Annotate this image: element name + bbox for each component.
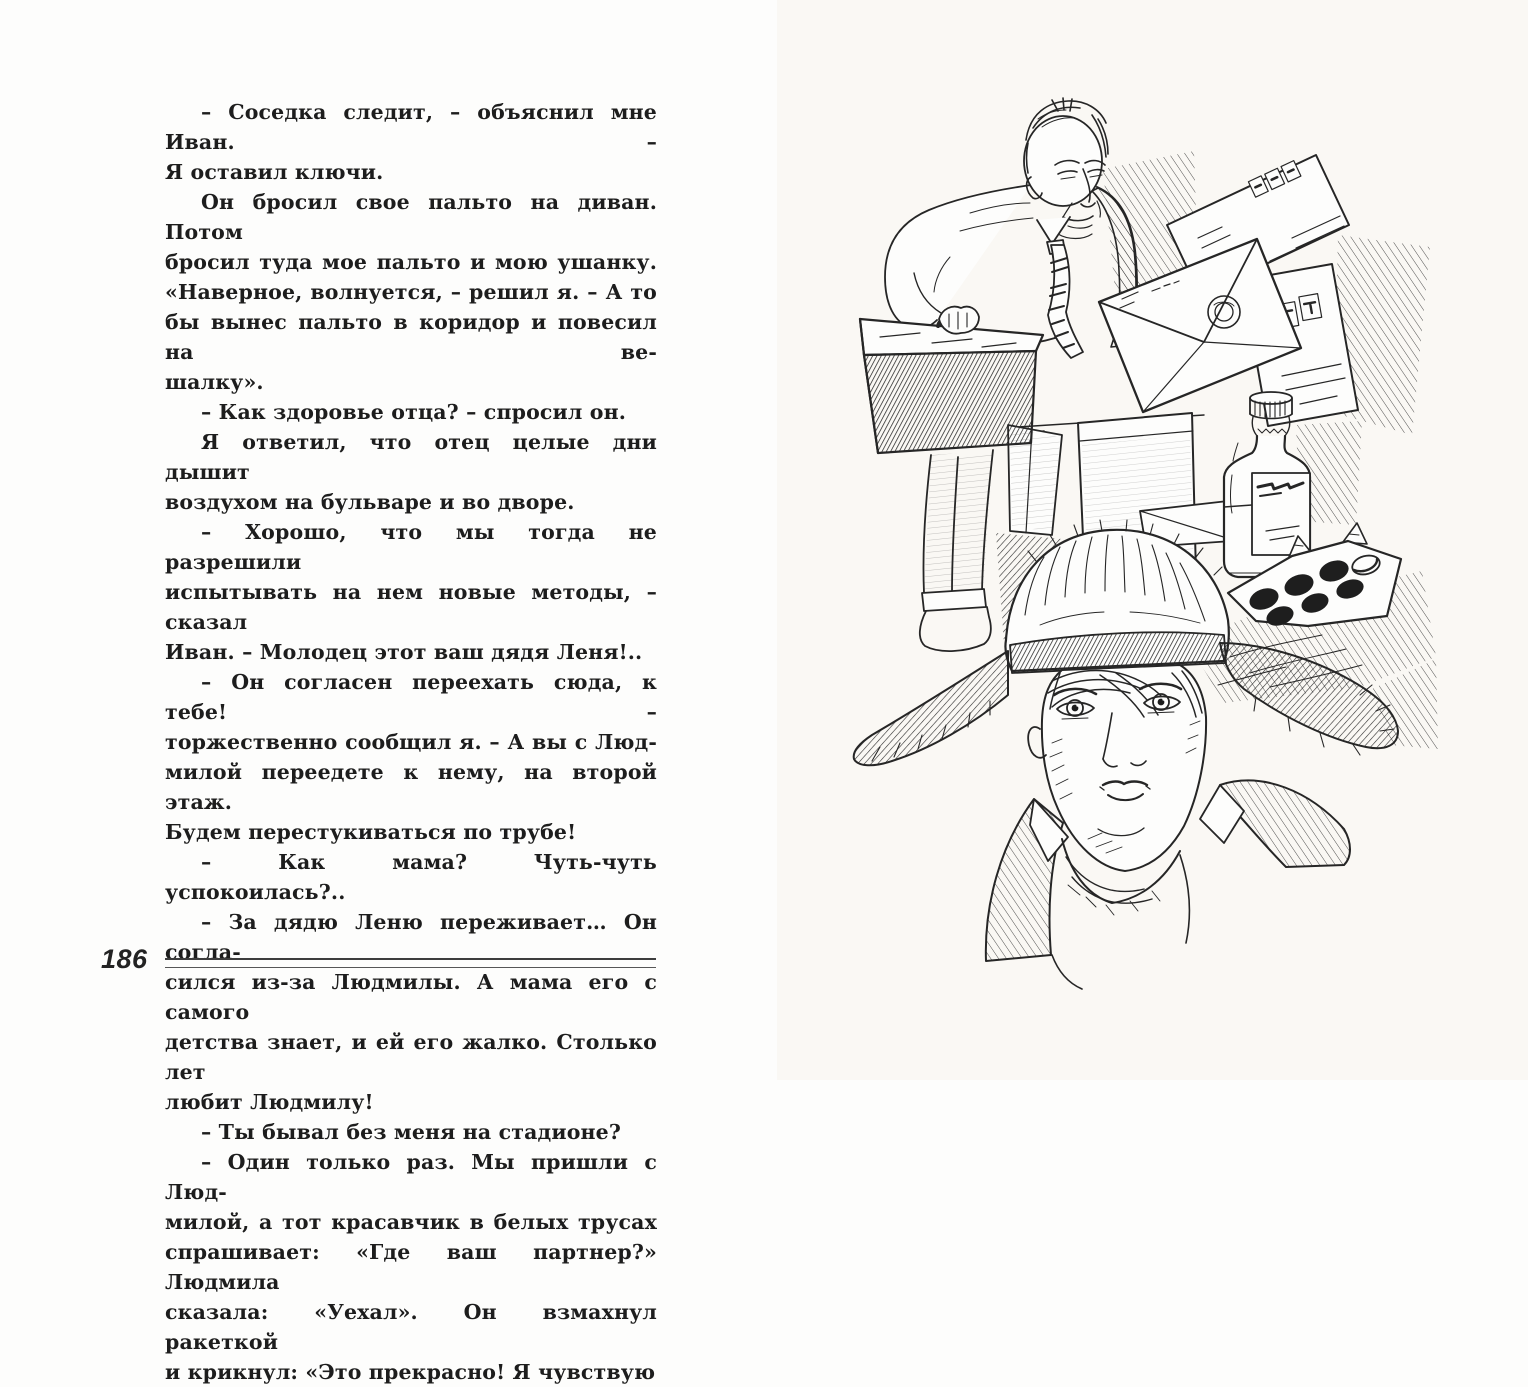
paragraph: [165, 397, 657, 427]
text-line: Я оставил ключи.: [165, 160, 384, 184]
paragraph: [165, 97, 657, 187]
text-line: – Как здоровье отца? – спросил он.: [201, 400, 627, 424]
text-line: спрашивает: «Где ваш партнер?» Людмила: [165, 1240, 657, 1294]
footer-rule: [165, 958, 656, 968]
text-line: милой, а тот красавчик в белых трусах: [165, 1210, 657, 1234]
text-line: милой переедете к нему, на второй этаж.: [165, 760, 657, 814]
suitcase: [860, 316, 1043, 453]
man-hand: [939, 307, 979, 334]
man-head: [1024, 98, 1108, 244]
paragraph: [165, 517, 657, 667]
shoe: [920, 607, 991, 651]
text-line: любит Людмилу!: [165, 1090, 374, 1114]
paragraph: [165, 907, 657, 1117]
story-text: [165, 97, 657, 1387]
text-line: – Ты бывал без меня на стадионе?: [201, 1120, 622, 1144]
man-tie: [1047, 240, 1083, 358]
text-line: воздухом на бульваре и во дворе.: [165, 490, 575, 514]
text-line: Я ответил, что отец целые дни дышит: [165, 430, 657, 484]
hat-flap-left: [854, 651, 1008, 765]
paragraph: [165, 427, 657, 517]
text-line: Будем перестукиваться по трубе!: [165, 820, 577, 844]
text-line: торжественно сообщил я. – А вы с Люд-: [165, 730, 657, 754]
text-line: – Он согласен переехать сюда, к тебе! –: [165, 670, 657, 724]
text-line: Он бросил свое пальто на диван. Потом: [165, 190, 657, 244]
text-line: – Соседка следит, – объяснил мне Иван. –: [165, 100, 657, 154]
text-line: – Один только раз. Мы пришли с Люд-: [165, 1150, 657, 1204]
illustration: [800, 95, 1440, 995]
text-line: сился из-за Людмилы. А мама его с самого: [165, 970, 657, 1024]
text-line: – Хорошо, что мы тогда не разрешили: [165, 520, 657, 574]
text-line: и крикнул: «Это прекрасно! Я чувствую: [165, 1360, 656, 1384]
paragraph: [165, 187, 657, 397]
text-line: испытывать на нем новые методы, – сказал: [165, 580, 657, 634]
text-line: бы вынес пальто в коридор и повесил на ве-: [165, 310, 657, 364]
paragraph: [165, 667, 657, 847]
text-line: «Наверное, волнуется, – решил я. – А то: [165, 280, 657, 304]
text-line: – Как мама? Чуть-чуть успокоилась?..: [165, 850, 657, 904]
paragraph: [165, 1147, 657, 1387]
text-line: бросил туда мое пальто и мою ушанку.: [165, 250, 657, 274]
text-line: детства знает, и ей его жалко. Столько лет: [165, 1030, 657, 1084]
man-collar: [1037, 217, 1070, 244]
paragraph: [165, 1117, 657, 1147]
text-line: шалку».: [165, 370, 264, 394]
paragraph: [165, 847, 657, 907]
text-line: – За дядю Леню переживает… Он согла-: [165, 910, 657, 964]
text-line: Иван. – Молодец этот ваш дядя Леня!..: [165, 640, 643, 664]
text-line: сказала: «Уехал». Он взмахнул ракеткой: [165, 1300, 657, 1354]
page-number: 186: [101, 944, 148, 974]
